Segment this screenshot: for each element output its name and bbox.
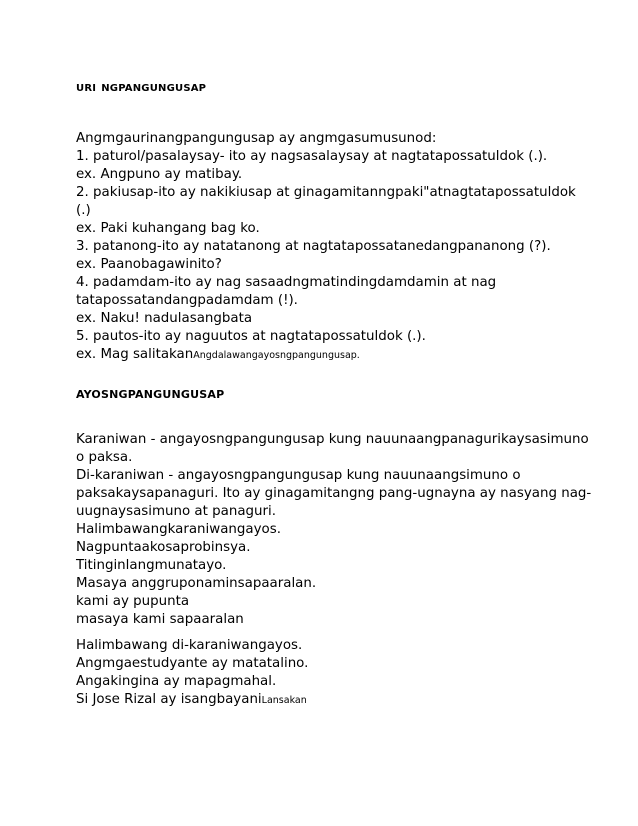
text-line: ex. Paki kuhangang bag ko. [76, 221, 260, 236]
text-line: Nagpuntaakosaprobinsya. [76, 540, 251, 555]
small-text-fragment: Angdalawangayosngpangungusap. [193, 350, 360, 361]
text-line: Angmgaestudyante ay matatalino. [76, 656, 309, 671]
text-line: o paksa. [76, 450, 133, 465]
text-line: 2. pakiusap-ito ay nakikiusap at ginagamitanngpaki"atnagtatapossatuldok [76, 185, 576, 200]
text-line: ex. Angpuno ay matibay. [76, 167, 243, 182]
text-line: Masaya anggruponaminsapaaralan. [76, 576, 317, 591]
section-body-examples [76, 637, 566, 710]
text-line: ex. Paanobagawinito? [76, 257, 222, 272]
text-line: uugnaysasimuno at panaguri. [76, 504, 277, 519]
text-line: 4. padamdam-ito ay nag sasaadngmatindingdamdamin at nag [76, 275, 497, 290]
section-heading-ayos-ng-pangungusap: ayosngpangungusap [76, 383, 225, 402]
text-line-with-small-text [76, 346, 566, 365]
text-line: ex. Naku! nadulasangbata [76, 311, 253, 326]
text-fragment: ex. Mag salitakan [76, 347, 194, 362]
text-line: 3. patanong-ito ay natatanong at nagtatapossatanedangpananong (?). [76, 239, 551, 254]
text-line: Titinginlangmunatayo. [76, 558, 227, 573]
text-line: paksakaysapanaguri. Ito ay ginagamitangng pang-ugnayna ay nasyang nag- [76, 486, 592, 501]
section-body-uri [76, 130, 576, 365]
text-line: tatapossatandangpadamdam (!). [76, 293, 298, 308]
text-line: Halimbawang di-karaniwangayos. [76, 638, 303, 653]
text-line: Halimbawangkaraniwangayos. [76, 522, 281, 537]
text-line: masaya kami sapaaralan [76, 612, 244, 627]
small-text-fragment: Lansakan [261, 695, 307, 706]
text-line: Karaniwan - angayosngpangungusap kung nauunaangpanagurikaysasimuno [76, 432, 589, 447]
text-line: Angakingina ay mapagmahal. [76, 674, 277, 689]
text-line: Di-karaniwan - angayosngpangungusap kung nauunaangsimuno o [76, 468, 521, 483]
text-line: (.) [76, 203, 91, 218]
text-line: 1. paturol/pasalaysay- ito ay nagsasalaysay at nagtatapossatuldok (.). [76, 149, 548, 164]
text-line: 5. pautos-ito ay naguutos at nagtatapossatuldok (.). [76, 329, 426, 344]
text-fragment: Si Jose Rizal ay isangbayani [76, 692, 262, 707]
text-line: kami ay pupunta [76, 594, 190, 609]
section-heading-uri-ng-pangungusap: uri ngpangungusap [76, 79, 207, 95]
text-line-with-small-text [76, 691, 566, 710]
text-line: Angmgaurinangpangungusap ay angmgasumusunod: [76, 131, 437, 146]
section-body-ayos [76, 431, 592, 629]
